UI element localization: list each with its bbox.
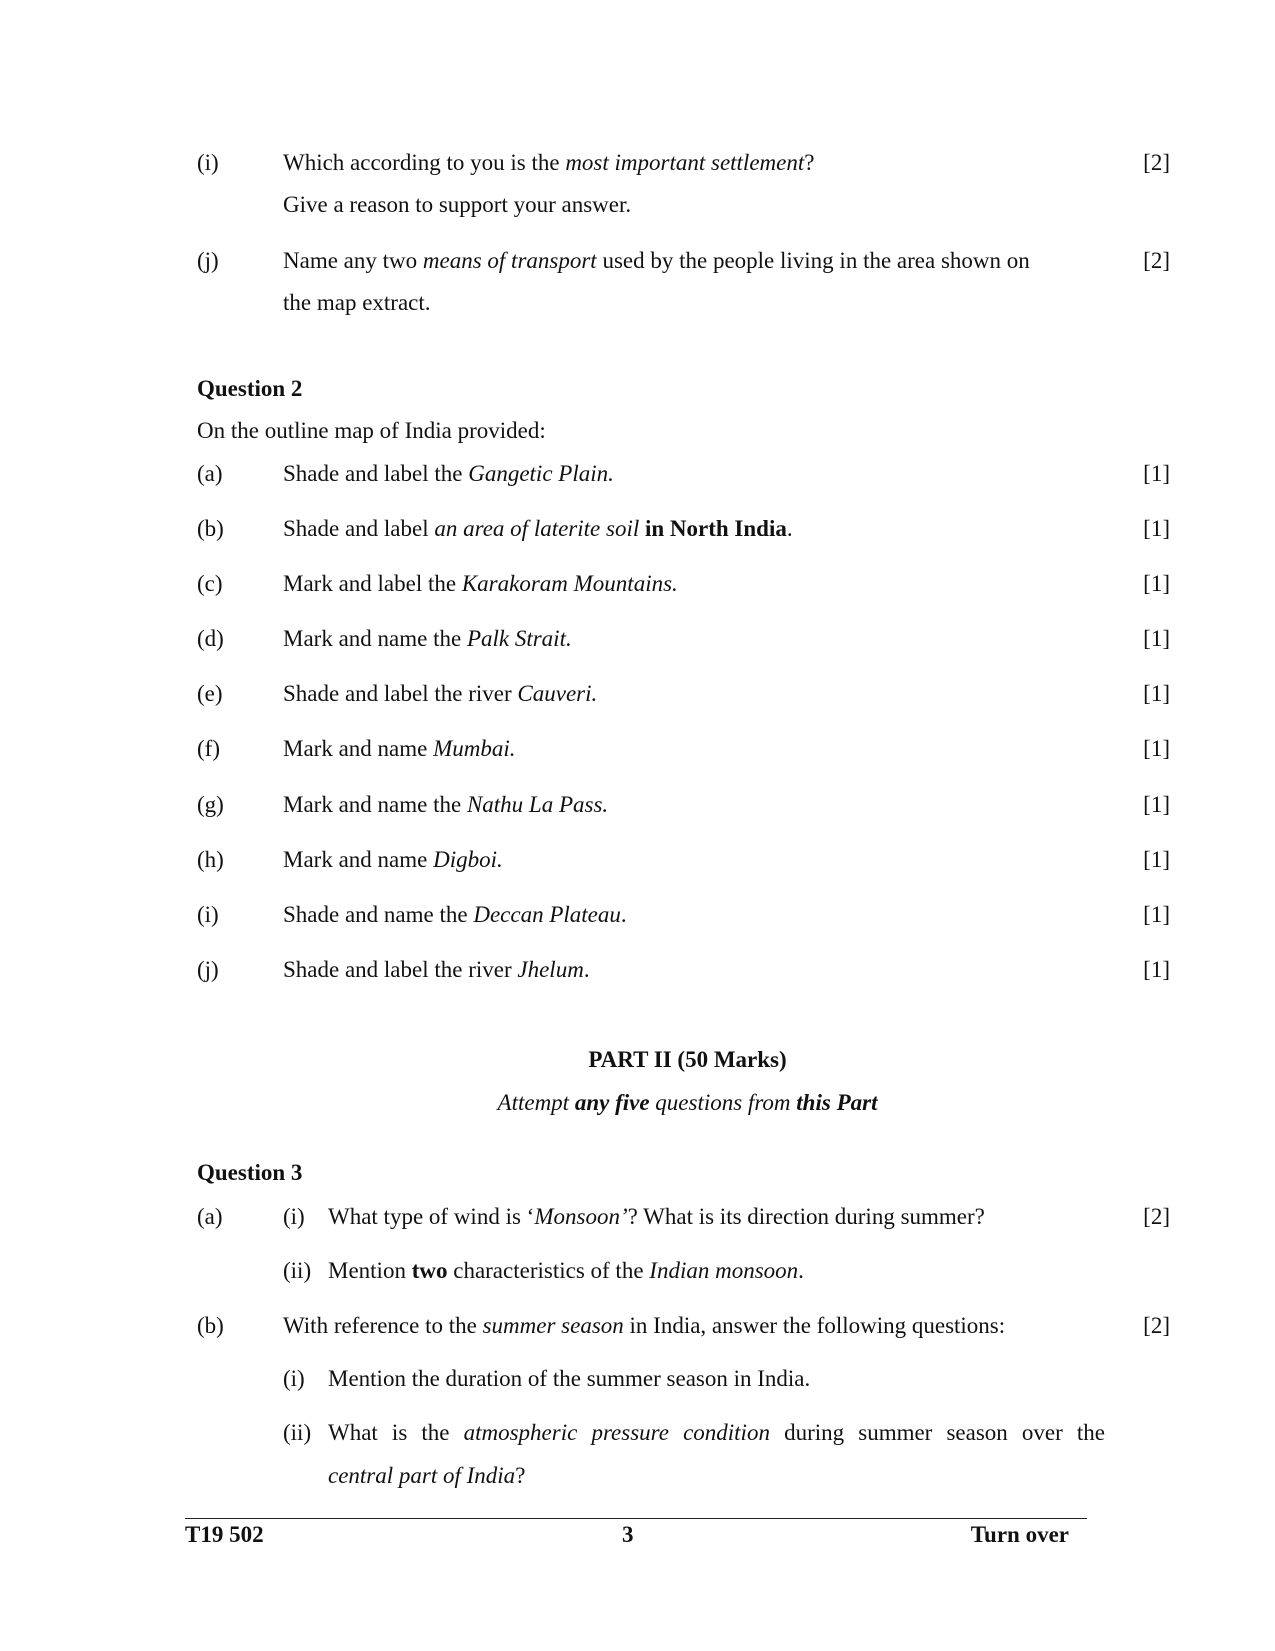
q2-b-label: (b) bbox=[197, 516, 224, 541]
q2-d-marks: [1] bbox=[1143, 626, 1170, 651]
q2-e-marks: [1] bbox=[1143, 681, 1170, 706]
footer-rule bbox=[185, 1518, 1087, 1519]
q2-intro: On the outline map of India provided: bbox=[197, 418, 546, 443]
q3-b-ii-text: What is the atmospheric pressure condition during summer season over the bbox=[328, 1420, 1105, 1445]
q1-j-marks: [2] bbox=[1143, 248, 1170, 273]
q2-j-label: (j) bbox=[197, 957, 219, 982]
q3-b-label: (b) bbox=[197, 1313, 224, 1338]
q2-a-label: (a) bbox=[197, 461, 223, 486]
q2-h-text: Mark and name Digboi. bbox=[283, 847, 503, 872]
q3-a-i-label: (i) bbox=[283, 1204, 305, 1229]
q3-b-ii-line2: central part of India? bbox=[328, 1463, 526, 1488]
q2-heading: Question 2 bbox=[197, 376, 303, 401]
q2-c-label: (c) bbox=[197, 571, 223, 596]
q2-i-label: (i) bbox=[197, 902, 219, 927]
q1-i-text: Which according to you is the most important settlement? bbox=[283, 150, 815, 175]
q2-f-marks: [1] bbox=[1143, 736, 1170, 761]
q2-i-text: Shade and name the Deccan Plateau. bbox=[283, 902, 627, 927]
q2-d-label: (d) bbox=[197, 626, 224, 651]
q2-i-marks: [1] bbox=[1143, 902, 1170, 927]
part2-instructions: Attempt any five questions from this Part bbox=[497, 1090, 878, 1115]
q1-i-label: (i) bbox=[197, 150, 219, 175]
q1-j-line2: the map extract. bbox=[283, 290, 431, 315]
q2-g-marks: [1] bbox=[1143, 792, 1170, 817]
q2-c-marks: [1] bbox=[1143, 571, 1170, 596]
q3-a-ii-label: (ii) bbox=[283, 1258, 312, 1283]
q2-e-label: (e) bbox=[197, 681, 223, 706]
q3-b-ii-label: (ii) bbox=[283, 1420, 312, 1445]
q1-i-marks: [2] bbox=[1143, 150, 1170, 175]
q2-b-marks: [1] bbox=[1143, 516, 1170, 541]
q2-g-label: (g) bbox=[197, 792, 224, 817]
q2-a-text: Shade and label the Gangetic Plain. bbox=[283, 461, 614, 486]
q2-g-text: Mark and name the Nathu La Pass. bbox=[283, 792, 609, 817]
footer-turn-over: Turn over bbox=[970, 1522, 1069, 1547]
q2-a-marks: [1] bbox=[1143, 461, 1170, 486]
q2-f-text: Mark and name Mumbai. bbox=[283, 736, 516, 761]
q1-j-text: Name any two means of transport used by the people living in the area shown on bbox=[283, 248, 1030, 273]
q3-b-i-text: Mention the duration of the summer season in India. bbox=[328, 1366, 811, 1391]
q2-e-text: Shade and label the river Cauveri. bbox=[283, 681, 598, 706]
q3-a-i-text: What type of wind is ‘Monsoon’? What is its direction during summer? bbox=[328, 1204, 985, 1229]
q3-b-i-label: (i) bbox=[283, 1366, 305, 1391]
q3-a-ii-text: Mention two characteristics of the Indian monsoon. bbox=[328, 1258, 804, 1283]
q3-b-marks: [2] bbox=[1143, 1313, 1170, 1338]
part2-title: PART II (50 Marks) bbox=[588, 1047, 787, 1072]
q2-d-text: Mark and name the Palk Strait. bbox=[283, 626, 572, 651]
q2-b-text: Shade and label an area of laterite soil in North India. bbox=[283, 516, 793, 541]
footer-paper-code: T19 502 bbox=[185, 1522, 264, 1547]
q2-h-label: (h) bbox=[197, 847, 224, 872]
q3-b-text: With reference to the summer season in India, answer the following questions: bbox=[283, 1313, 1006, 1338]
q2-f-label: (f) bbox=[197, 736, 220, 761]
q1-i-line2: Give a reason to support your answer. bbox=[283, 192, 632, 217]
q3-a-label: (a) bbox=[197, 1204, 223, 1229]
q2-j-marks: [1] bbox=[1143, 957, 1170, 982]
q2-h-marks: [1] bbox=[1143, 847, 1170, 872]
q1-j-label: (j) bbox=[197, 248, 219, 273]
q2-c-text: Mark and label the Karakoram Mountains. bbox=[283, 571, 678, 596]
q2-j-text: Shade and label the river Jhelum. bbox=[283, 957, 590, 982]
footer-page-number: 3 bbox=[622, 1522, 634, 1547]
q3-a-marks: [2] bbox=[1143, 1204, 1170, 1229]
q3-heading: Question 3 bbox=[197, 1160, 303, 1185]
